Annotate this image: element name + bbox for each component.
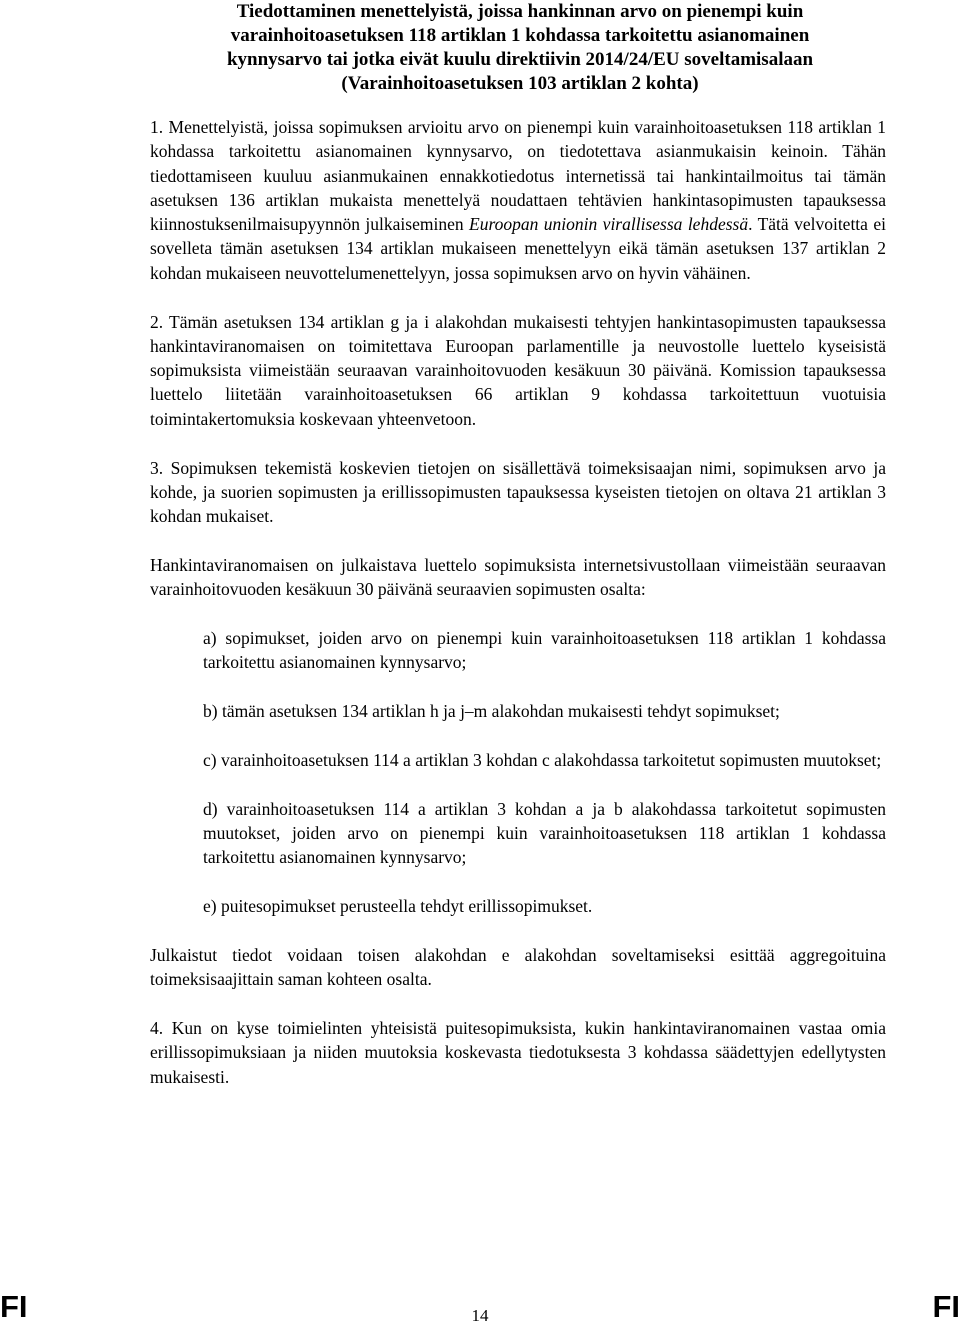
paragraph-4: Hankintaviranomaisen on julkaistava luettelo sopimuksista internetsivustollaan viimeistään seuraavan varainhoitovuoden kesäkuun 30 päivänä seuraavien sopimusten osalta: xyxy=(150,554,886,600)
paragraph-5: Julkaistut tiedot voidaan toisen alakohdan e alakohdan soveltamiseksi esittää aggregoituina toimeksisaajittain saman kohteen osalta. xyxy=(150,944,886,990)
paragraph-2: 2. Tämän asetuksen 134 artiklan g ja i alakohdan mukaisesti tehtyjen hankintasopimusten tapauksessa hankintaviranomaisen on toimitettava Euroopan parlamentille ja neuvostolle luettelo kyseisistä sopimuksista viimeistään seuraavan varainhoitovuoden kesäkuun 30 päivänä. Komission tapauksessa luettelo liitetään varainhoitoasetuksen 66 artiklan 9 kohdassa tarkoitettuun vuotuisia toimintakertomuksia koskevaan yhteenvetoon. xyxy=(150,311,886,429)
document-body xyxy=(150,115,886,1089)
list-item-e: e) puitesopimukset perusteella tehdyt erillissopimukset. xyxy=(203,896,593,917)
title-line: Tiedottaminen menettelyistä, joissa hankinnan arvo on pienempi kuin xyxy=(236,1,804,22)
paragraph-1-journal-name: Euroopan unionin virallisessa lehdessä xyxy=(469,214,749,235)
title-line: (Varainhoitoasetuksen 103 artiklan 2 kohta) xyxy=(341,73,699,94)
paragraph-1 xyxy=(150,115,886,285)
list-item-a: a) sopimukset, joiden arvo on pienempi kuin varainhoitoasetuksen 118 artiklan 1 kohdassa tarkoitettu asianomainen kynnysarvo; xyxy=(203,628,886,673)
title-line: kynnysarvo tai jotka eivät kuulu direktiivin 2014/24/EU soveltamisalaan xyxy=(226,49,814,70)
list-item-d: d) varainhoitoasetuksen 114 a artiklan 3 kohdan a ja b alakohdassa tarkoitetut sopimusten muutokset, joiden arvo on pienempi kuin varainhoitoasetuksen 118 artiklan 1 kohdassa tarkoitettu asianomainen kynnysarvo; xyxy=(203,798,886,868)
paragraph-1-text-a: 1. Menettelyistä, joissa sopimuksen arvioitu arvo on pienempi kuin varainhoitoasetuksen 118 artiklan 1 kohdassa tarkoitettu asianomainen kynnysarvo, on tiedotettava asianmukaisin keinoin. Tähän tiedottamiseen kuuluu asianmukainen ennakkotiedotus internetissä tai hankintailmoitus tai tämän asetuksen 136 artiklan mukaista menettelyä noudattaen tehtävien hankintasopimusten tapauksessa kiinnostuksenilmaisupyynnön julkaiseminen xyxy=(150,117,886,235)
section-title xyxy=(150,0,890,96)
paragraph-3: 3. Sopimuksen tekemistä koskevien tietojen on sisällettävä toimeksisaajan nimi, sopimuksen arvo ja kohde, ja suorien sopimusten ja erillissopimusten tapauksessa kyseisten tietojen on oltava 21 artiklan 3 kohdan mukaiset. xyxy=(150,457,886,527)
footer-language-code-left: FI xyxy=(0,1289,28,1324)
list-item-b: b) tämän asetuksen 134 artiklan h ja j–m alakohdan mukaisesti tehdyt sopimukset; xyxy=(203,701,780,722)
list-item-c: c) varainhoitoasetuksen 114 a artiklan 3 kohdan c alakohdassa tarkoitetut sopimusten muutokset; xyxy=(203,749,882,770)
footer-language-code-right: FI xyxy=(932,1289,960,1324)
title-line: varainhoitoasetuksen 118 artiklan 1 kohdassa tarkoitettu asianomainen xyxy=(230,25,810,46)
paragraph-6: 4. Kun on kyse toimielinten yhteisistä puitesopimuksista, kukin hankintaviranomainen vastaa omia erillissopimuksiaan ja niiden muutoksia koskevasta tiedotuksesta 3 kohdassa säädettyjen edellytysten mukaisesti. xyxy=(150,1018,886,1087)
paragraph-1-text-b: . Tätä velvoitetta ei sovelleta tämän asetuksen 134 artiklan mukaiseen menettelyyn eikä tämän asetuksen 137 artiklan 2 kohdan mukaiseen neuvottelumenettelyyn, jossa sopimuksen arvo on hyvin vähäinen. xyxy=(150,214,886,283)
page-number: 14 xyxy=(471,1306,489,1325)
